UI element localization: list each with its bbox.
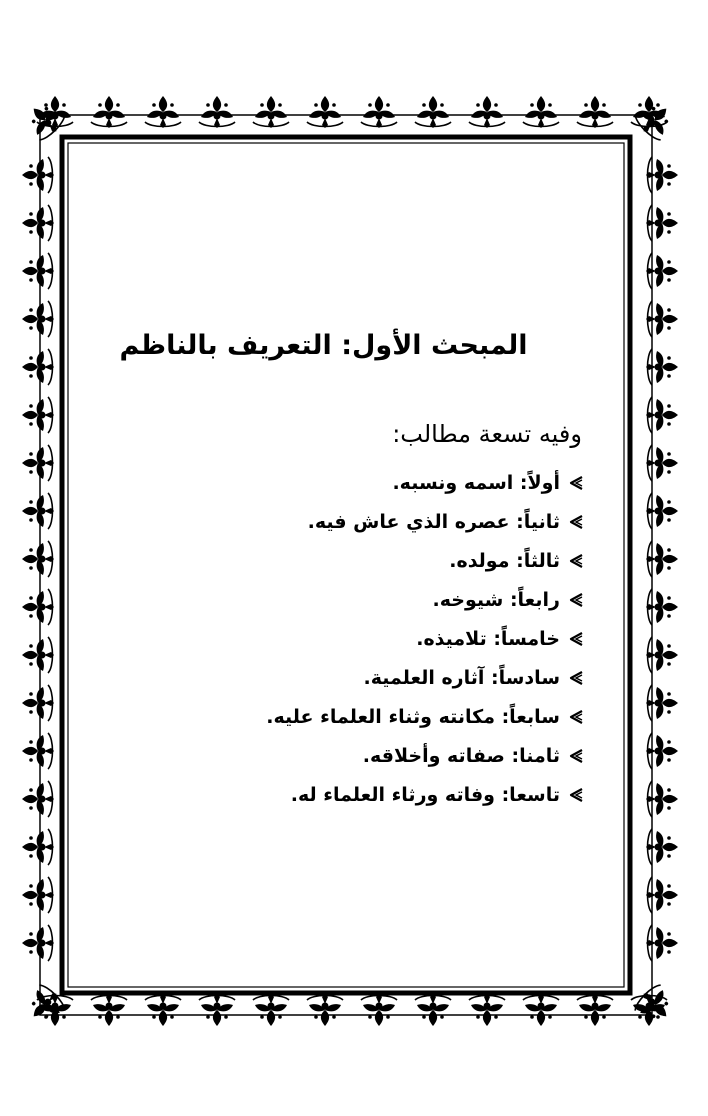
list-item-label: ثامنا: صفاته وأخلاقه. bbox=[362, 744, 560, 767]
fleuron-icon bbox=[91, 96, 127, 128]
fleuron-icon bbox=[415, 994, 451, 1026]
fleuron-icon bbox=[22, 301, 54, 337]
fleuron-icon bbox=[646, 781, 678, 817]
check-arrow-icon bbox=[568, 671, 584, 685]
fleuron-icon bbox=[22, 445, 54, 481]
list-item-label: ثانياً: عصره الذي عاش فيه. bbox=[307, 510, 560, 533]
fleuron-icon bbox=[22, 829, 54, 865]
list-item bbox=[266, 736, 584, 775]
check-arrow-icon bbox=[568, 476, 584, 490]
fleuron-icon bbox=[523, 994, 559, 1026]
fleuron-icon bbox=[646, 685, 678, 721]
check-arrow-icon bbox=[568, 515, 584, 529]
fleuron-icon bbox=[646, 925, 678, 961]
fleuron-icon bbox=[361, 994, 397, 1026]
fleuron-icon bbox=[253, 96, 289, 128]
check-arrow-icon bbox=[568, 788, 584, 802]
list-item bbox=[266, 697, 584, 736]
fleuron-icon bbox=[361, 96, 397, 128]
fleuron-icon bbox=[469, 994, 505, 1026]
section-list bbox=[266, 463, 584, 814]
fleuron-icon bbox=[646, 589, 678, 625]
fleuron-icon bbox=[523, 96, 559, 128]
fleuron-icon bbox=[22, 685, 54, 721]
fleuron-icon bbox=[22, 877, 54, 913]
list-item bbox=[266, 541, 584, 580]
fleuron-icon bbox=[646, 349, 678, 385]
fleuron-icon bbox=[22, 925, 54, 961]
fleuron-icon bbox=[22, 253, 54, 289]
check-arrow-icon bbox=[568, 749, 584, 763]
list-item-label: ثالثاً: مولده. bbox=[449, 549, 560, 572]
fleuron-icon bbox=[22, 205, 54, 241]
fleuron-icon bbox=[91, 994, 127, 1026]
fleuron-icon bbox=[646, 157, 678, 193]
fleuron-icon bbox=[646, 733, 678, 769]
fleuron-icon bbox=[22, 493, 54, 529]
fleuron-icon bbox=[415, 96, 451, 128]
check-arrow-icon bbox=[568, 632, 584, 646]
fleuron-icon bbox=[307, 96, 343, 128]
list-item bbox=[266, 658, 584, 697]
fleuron-icon bbox=[22, 637, 54, 673]
fleuron-icon bbox=[145, 994, 181, 1026]
check-arrow-icon bbox=[568, 593, 584, 607]
fleuron-icon bbox=[646, 877, 678, 913]
list-item-label: سادساً: آثاره العلمية. bbox=[363, 666, 560, 689]
chapter-intro: وفيه تسعة مطالب: bbox=[392, 420, 582, 448]
fleuron-icon bbox=[646, 541, 678, 577]
fleuron-icon bbox=[199, 994, 235, 1026]
list-item-label: رابعاً: شيوخه. bbox=[432, 588, 560, 611]
fleuron-icon bbox=[469, 96, 505, 128]
page-content bbox=[70, 145, 622, 985]
list-item-label: خامساً: تلاميذه. bbox=[416, 627, 560, 650]
fleuron-icon bbox=[22, 781, 54, 817]
fleuron-icon bbox=[646, 301, 678, 337]
fleuron-icon bbox=[631, 96, 679, 144]
check-arrow-icon bbox=[568, 554, 584, 568]
list-item bbox=[266, 775, 584, 814]
fleuron-icon bbox=[646, 253, 678, 289]
list-item-label: تاسعا: وفاته ورثاء العلماء له. bbox=[290, 783, 560, 806]
list-item bbox=[266, 619, 584, 658]
fleuron-icon bbox=[646, 493, 678, 529]
list-item-label: سابعاً: مكانته وثناء العلماء عليه. bbox=[266, 705, 560, 728]
list-item bbox=[266, 580, 584, 619]
check-arrow-icon bbox=[568, 710, 584, 724]
fleuron-icon bbox=[307, 994, 343, 1026]
fleuron-icon bbox=[22, 541, 54, 577]
fleuron-icon bbox=[22, 157, 54, 193]
list-item-label: أولاً: اسمه ونسبه. bbox=[392, 471, 560, 494]
chapter-title: المبحث الأول: التعريف بالناظم bbox=[119, 330, 528, 361]
fleuron-icon bbox=[646, 445, 678, 481]
fleuron-icon bbox=[145, 96, 181, 128]
fleuron-icon bbox=[577, 96, 613, 128]
fleuron-icon bbox=[646, 397, 678, 433]
fleuron-icon bbox=[646, 637, 678, 673]
fleuron-icon bbox=[577, 994, 613, 1026]
fleuron-icon bbox=[646, 829, 678, 865]
list-item bbox=[266, 502, 584, 541]
fleuron-icon bbox=[22, 349, 54, 385]
fleuron-icon bbox=[22, 733, 54, 769]
fleuron-icon bbox=[22, 589, 54, 625]
fleuron-icon bbox=[199, 96, 235, 128]
list-item bbox=[266, 463, 584, 502]
fleuron-icon bbox=[646, 205, 678, 241]
fleuron-icon bbox=[253, 994, 289, 1026]
fleuron-icon bbox=[22, 397, 54, 433]
